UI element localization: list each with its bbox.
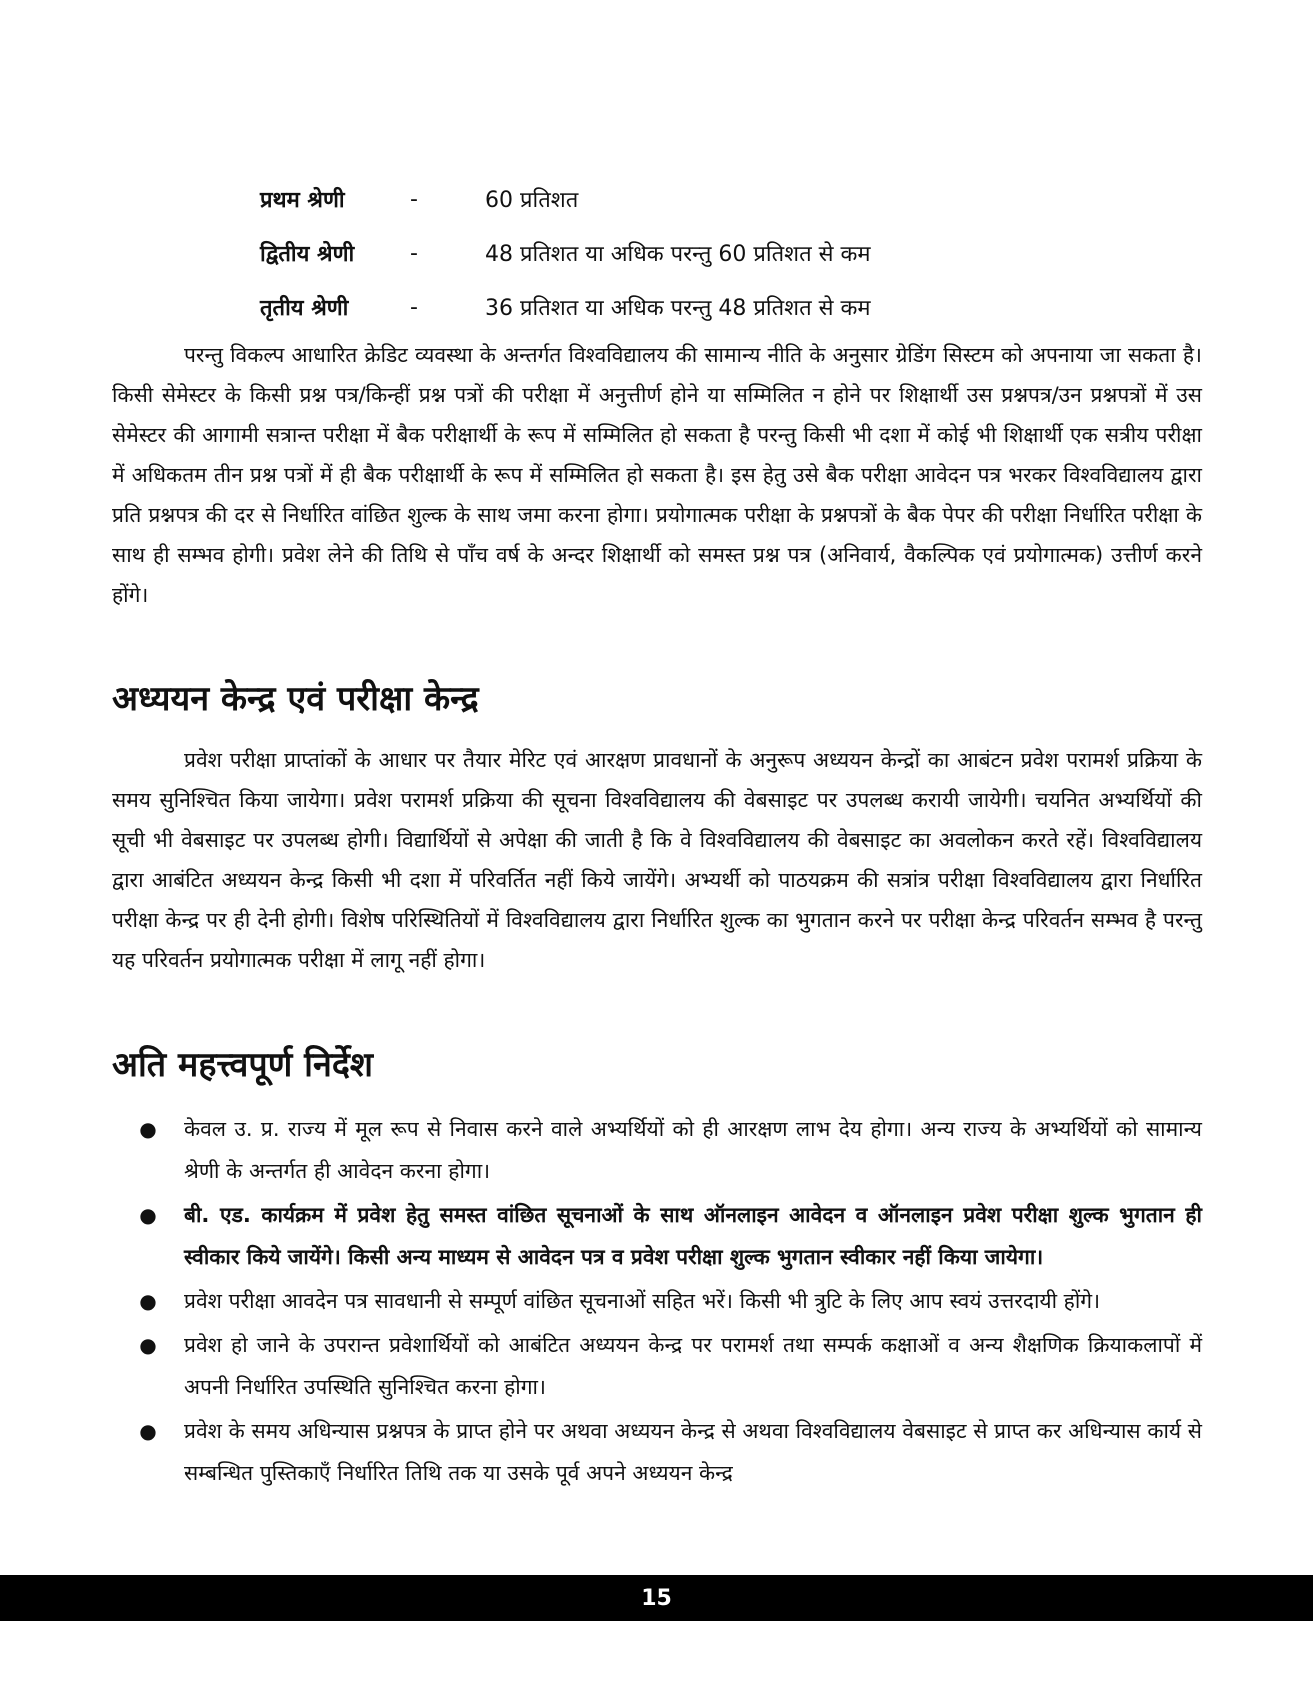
division-dash: -: [410, 294, 418, 320]
division-table: [260, 172, 1060, 334]
list-item-text: प्रवेश हो जाने के उपरान्त प्रवेशार्थियों को आबंटित अध्ययन केन्द्र पर परामर्श तथा सम्पर्क कक्षाओं व अन्य शैक्षणिक क्रियाकलापों में अपनी निर्धारित उपस्थिति सुनिश्चित करना होगा।: [184, 1333, 1202, 1399]
bullet-icon: ●: [139, 1419, 157, 1443]
list-item-text: बी. एड. कार्यक्रम में प्रवेश हेतु समस्त वांछित सूचनाओं के साथ ऑनलाइन आवेदन व ऑनलाइन प्रवेश परीक्षा शुल्क भुगतान ही स्वीकार किये जायेंगे। किसी अन्य माध्यम से आवेदन पत्र व प्रवेश परीक्षा शुल्क भुगतान स्वीकार नहीं किया जायेगा।: [184, 1203, 1202, 1269]
instruction-list: [112, 1108, 1202, 1496]
list-item: [112, 1324, 1202, 1408]
bullet-icon: ●: [139, 1203, 157, 1227]
bullet-icon: ●: [139, 1289, 157, 1313]
list-item: [112, 1410, 1202, 1494]
division-row-first: [260, 172, 1060, 226]
list-item-text: केवल उ. प्र. राज्य में मूल रूप से निवास करने वाले अभ्यर्थियों को ही आरक्षण लाभ देय होगा। अन्य राज्य के अभ्यर्थियों को सामान्य श्रेणी के अन्तर्गत ही आवेदन करना होगा।: [184, 1117, 1202, 1183]
division-value: 48 प्रतिशत या अधिक परन्तु 60 प्रतिशत से कम: [485, 242, 871, 267]
division-dash: -: [410, 240, 418, 266]
important-instructions-heading: अति महत्त्वपूर्ण निर्देश: [112, 1045, 373, 1085]
division-dash: -: [410, 186, 418, 212]
division-label: तृतीय श्रेणी: [260, 296, 349, 321]
list-item: [112, 1280, 1202, 1322]
division-value: 36 प्रतिशत या अधिक परन्तु 48 प्रतिशत से कम: [485, 296, 871, 321]
list-item: [112, 1194, 1202, 1278]
bullet-icon: ●: [139, 1117, 157, 1141]
study-centre-heading: अध्ययन केन्द्र एवं परीक्षा केन्द्र: [112, 679, 479, 719]
bullet-icon: ●: [139, 1333, 157, 1357]
division-label: द्वितीय श्रेणी: [260, 242, 355, 267]
page-number: 15: [641, 1585, 672, 1611]
division-row-second: [260, 226, 1060, 280]
list-item: [112, 1108, 1202, 1192]
page-footer: [0, 1575, 1313, 1621]
division-row-third: [260, 280, 1060, 334]
list-item-text: प्रवेश के समय अधिन्यास प्रश्नपत्र के प्राप्त होने पर अथवा अध्ययन केन्द्र से अथवा विश्वविद्यालय वेबसाइट से प्राप्त कर अधिन्यास कार्य से सम्बन्धित पुस्तिकाएँ निर्धारित तिथि तक या उसके पूर्व अपने अध्ययन केन्द्र: [184, 1419, 1202, 1485]
study-centre-paragraph: प्रवेश परीक्षा प्राप्तांकों के आधार पर तैयार मेरिट एवं आरक्षण प्रावधानों के अनुरूप अध्ययन केन्द्रों का आबंटन प्रवेश परामर्श प्रक्रिया के समय सुनिश्चित किया जायेगा। प्रवेश परामर्श प्रक्रिया की सूचना विश्वविद्यालय की वेबसाइट पर उपलब्ध करायी जायेगी। चयनित अभ्यर्थियों की सूची भी वेबसाइट पर उपलब्ध होगी। विद्यार्थियों से अपेक्षा की जाती है कि वे विश्वविद्यालय की वेबसाइट का अवलोकन करते रहें। विश्वविद्यालय द्वारा आबंटित अध्ययन केन्द्र किसी भी दशा में परिवर्तित नहीं किये जायेंगे। अभ्यर्थी को पाठयक्रम की सत्रांत्र परीक्षा विश्वविद्यालय द्वारा निर्धारित परीक्षा केन्द्र पर ही देनी होगी। विशेष परिस्थितियों में विश्वविद्यालय द्वारा निर्धारित शुल्क का भुगतान करने पर परीक्षा केन्द्र परिवर्तन सम्भव है परन्तु यह परिवर्तन प्रयोगात्मक परीक्षा में लागू नहीं होगा।: [112, 748, 1202, 972]
list-item-text: प्रवेश परीक्षा आवदेन पत्र सावधानी से सम्पूर्ण वांछित सूचनाओं सहित भरें। किसी भी त्रुटि के लिए आप स्वयं उत्तरदायी होंगे।: [184, 1289, 1101, 1313]
grading-paragraph: परन्तु विकल्प आधारित क्रेडिट व्यवस्था के अन्तर्गत विश्वविद्यालय की सामान्य नीति के अनुसार ग्रेडिंग सिस्टम को अपनाया जा सकता है। किसी सेमेस्टर के किसी प्रश्न पत्र/किन्हीं प्रश्न पत्रों की परीक्षा में अनुत्तीर्ण होने या सम्मिलित न होने पर शिक्षार्थी उस प्रश्नपत्र/उन प्रश्नपत्रों में उस सेमेस्टर की आगामी सत्रान्त परीक्षा में बैक परीक्षार्थी के रूप में सम्मिलित हो सकता है परन्तु किसी भी दशा में कोई भी शिक्षार्थी एक सत्रीय परीक्षा में अधिकतम तीन प्रश्न पत्रों में ही बैक परीक्षार्थी के रूप में सम्मिलित हो सकता है। इस हेतु उसे बैक परीक्षा आवेदन पत्र भरकर विश्वविद्यालय द्वारा प्रति प्रश्नपत्र की दर से निर्धारित वांछित शुल्क के साथ जमा करना होगा। प्रयोगात्मक परीक्षा के प्रश्नपत्रों के बैक पेपर की परीक्षा निर्धारित परीक्षा के साथ ही सम्भव होगी। प्रवेश लेने की तिथि से पाँच वर्ष के अन्दर शिक्षार्थी को समस्त प्रश्न पत्र (अनिवार्य, वैकल्पिक एवं प्रयोगात्मक) उत्तीर्ण करने होंगे।: [112, 343, 1203, 607]
division-label: प्रथम श्रेणी: [260, 188, 345, 213]
division-value: 60 प्रतिशत: [485, 188, 579, 213]
